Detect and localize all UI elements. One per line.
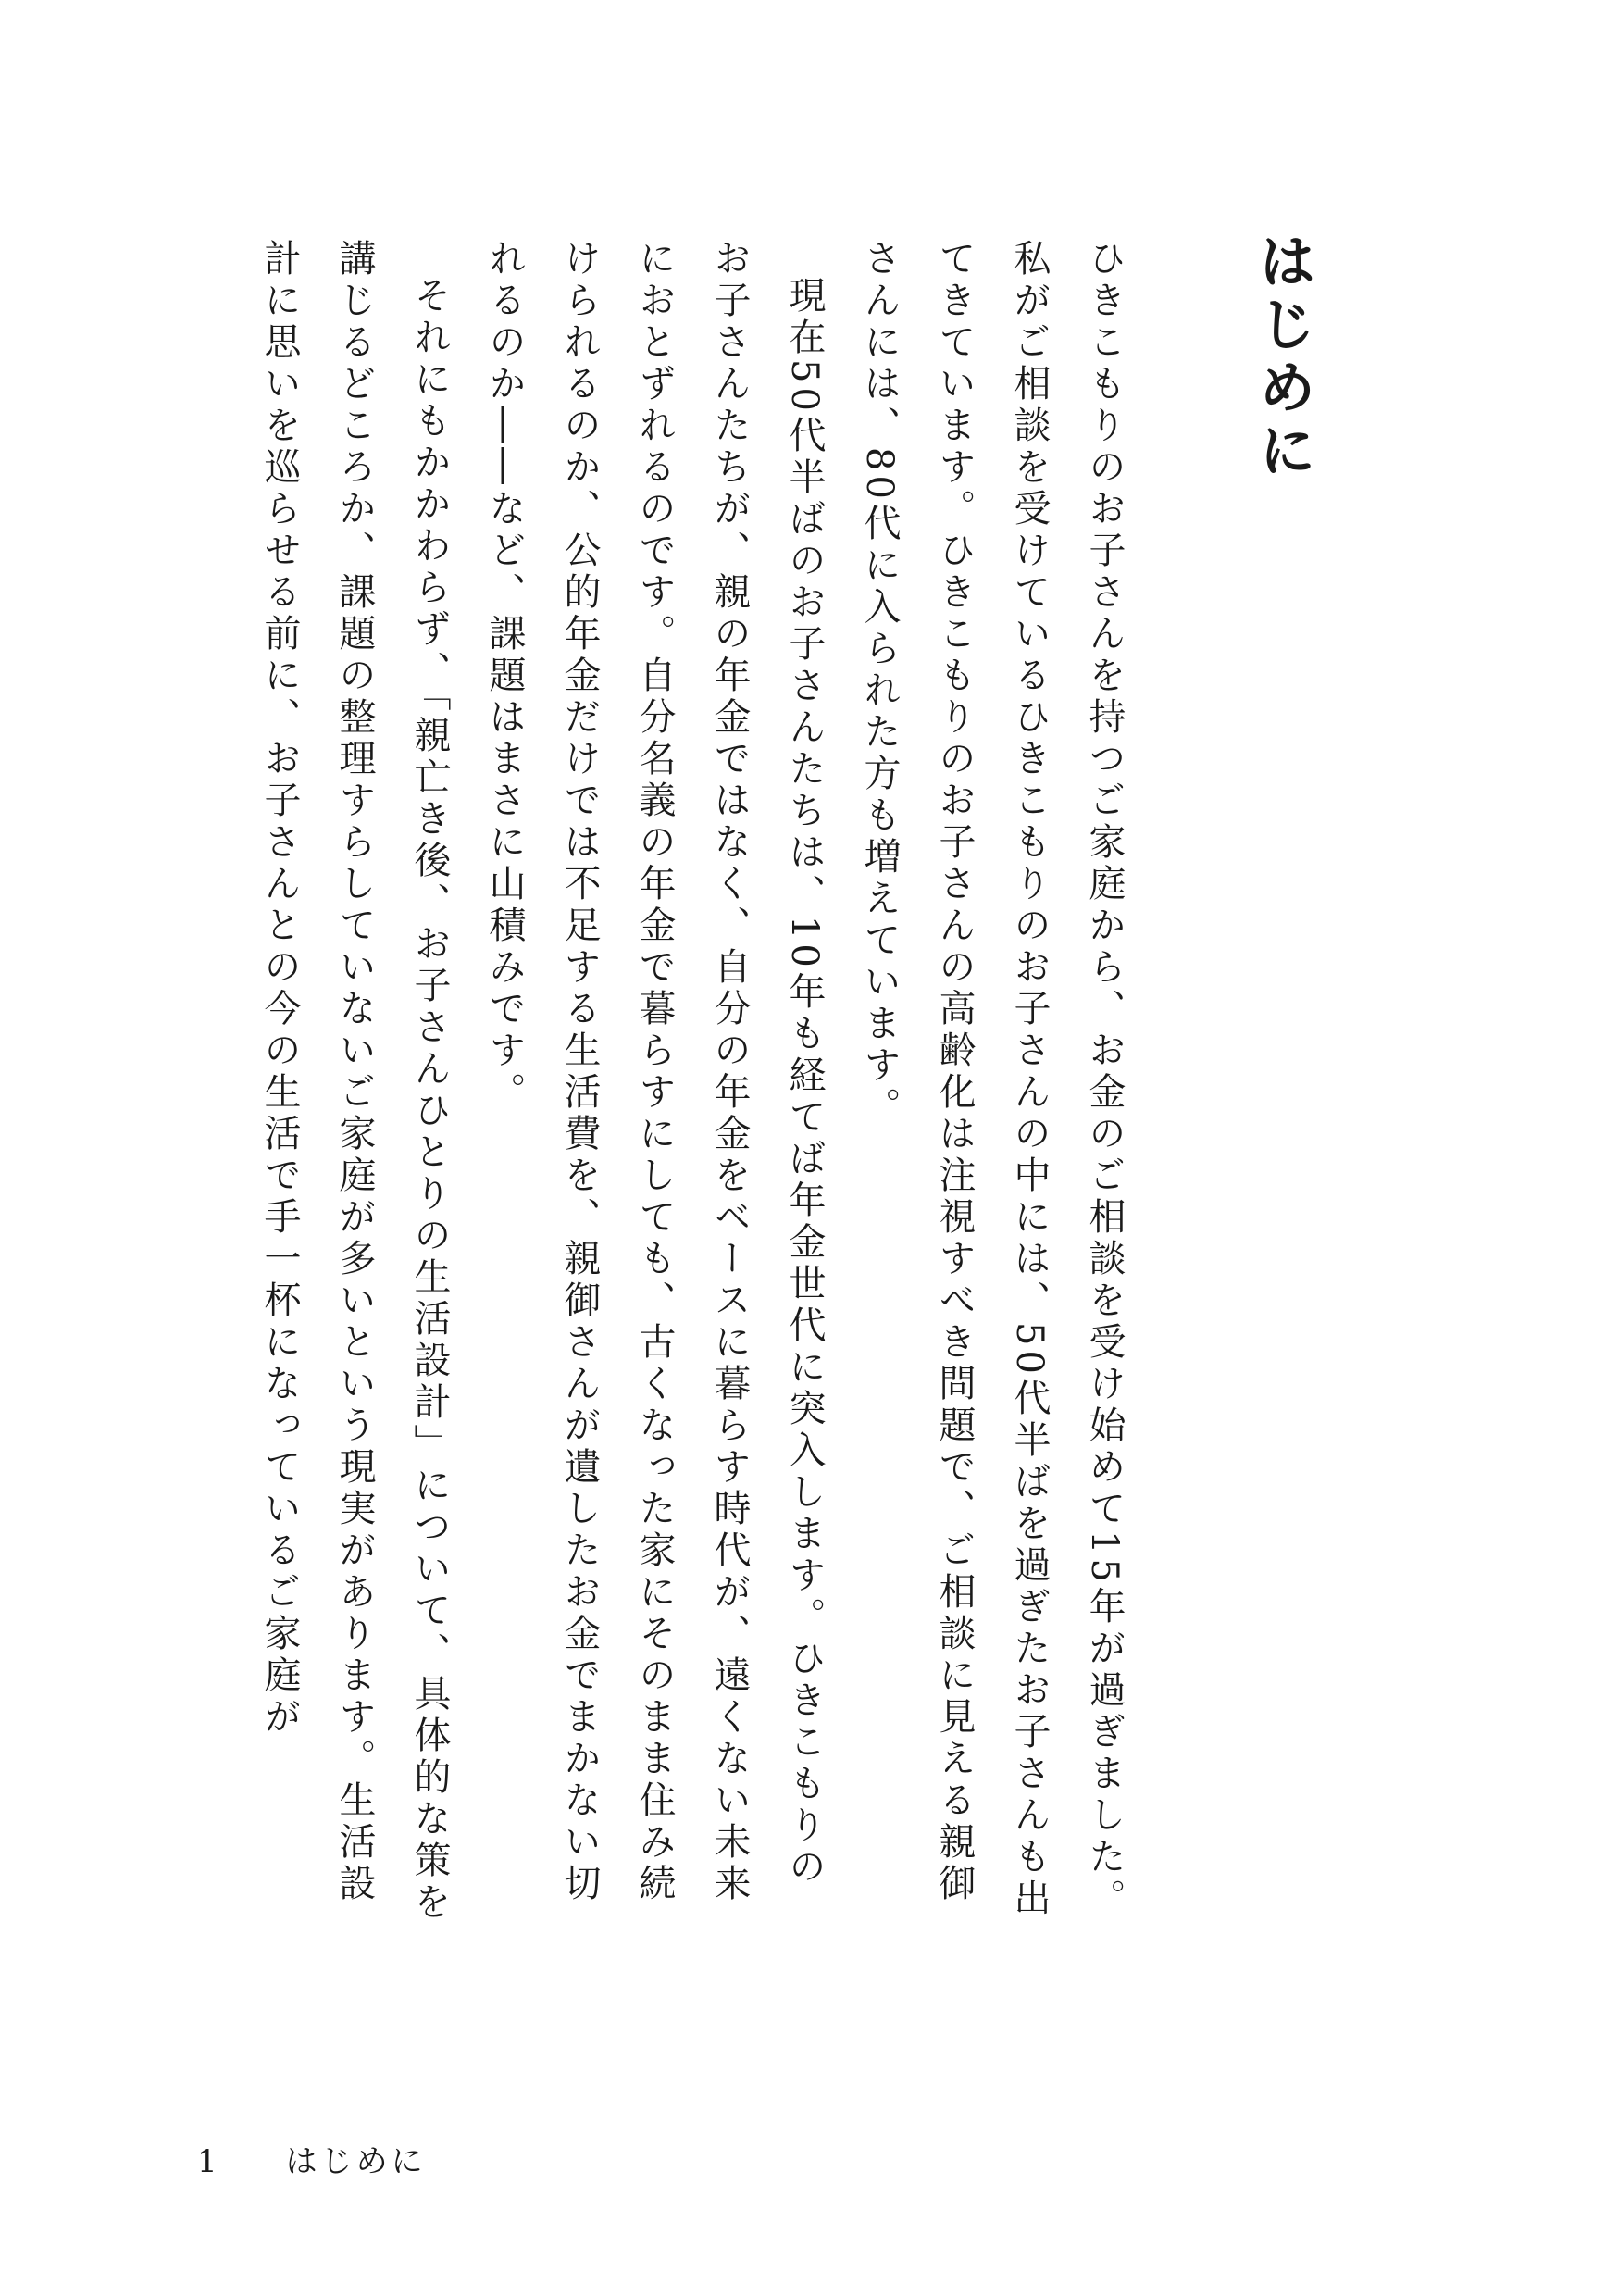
paragraph-2: 現在50代半ばのお子さんたちは、10年も経てば年金世代に突入します。ひきこもりのお子さんたちが、親の年金ではなく、自分の年金をベースに暮らす時代が、遠くない未来におとずれるのです。自分名義の年金で暮らすにしても、古くなった家にそのまま住み続けられるのか、公的年金だけでは不足する生活費を、親御さんが遺したお金でまかない切れるのか――など、課題はまさに山積みです。 — [483, 239, 826, 1905]
page-number: 1 — [197, 2143, 221, 2180]
chapter-title: はじめに — [1249, 231, 1317, 483]
running-title: はじめに — [285, 2143, 427, 2180]
paragraph-1: ひきこもりのお子さんを持つご家庭から、お金のご相談を受け始めて15年が過ぎました。私がご相談を受けているひきこもりのお子さんの中には、50代半ばを過ぎたお子さんも出てきています。ひきこもりのお子さんの高齢化は注視すべき問題で、ご相談に見える親御さんには、80代に入られた方も増えています。 — [858, 239, 1126, 1920]
paragraph-3: それにもかかわらず、「親亡き後、お子さんひとりの生活設計」について、具体的な策を講じるどころか、課題の整理すらしていないご家庭が多いという現実があります。生活設計に思いを巡らせる前に、お子さんとの今の生活で手一杯になっているご家庭が — [258, 239, 451, 1924]
page-footer — [197, 2143, 427, 2180]
body-text — [0, 239, 1141, 1928]
